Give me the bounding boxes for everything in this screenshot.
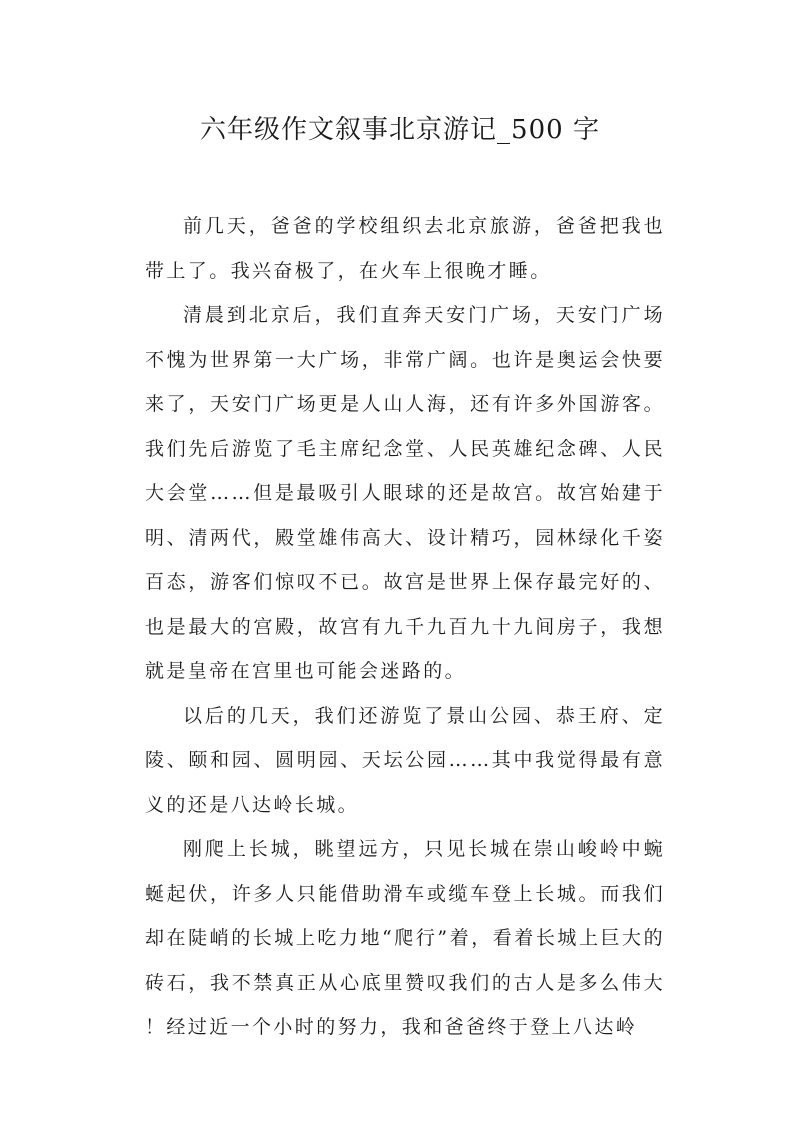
document-body (145, 204, 665, 1050)
paragraph-4: 刚爬上长城，眺望远方，只见长城在崇山峻岭中蜿蜒起伏，许多人只能借助滑车或缆车登上长城。而我们却在陡峭的长城上吃力地“爬行”着，看着长城上巨大的砖石，我不禁真正从心底里赞叹我们的古人是多么伟大 ！经过近一个小时的努力，我和爸爸终于登上八达岭 (145, 838, 665, 1038)
document-title: 六年级作文叙事北京游记_500 字 (200, 115, 600, 145)
paragraph-3: 以后的几天，我们还游览了景山公园、恭王府、定陵、颐和园、圆明园、天坛公园……其中我觉得最有意义的还是八达岭长城。 (145, 704, 665, 816)
paragraph-2: 清晨到北京后，我们直奔天安门广场，天安门广场不愧为世界第一大广场，非常广阔。也许是奥运会快要来了，天安门广场更是人山人海，还有许多外国游客。我们先后游览了毛主席纪念堂、人民英雄纪念碑、人民大会堂……但是最吸引人眼球的还是故宫。故宫始建于明、清两代，殿堂雄伟高大、设计精巧，园林绿化千姿百态，游客们惊叹不已。故宫是世界上保存最完好的、也是最大的宫殿，故宫有九千九百九十九间房子，我想就是皇帝在宫里也可能会迷路的。 (145, 304, 665, 682)
paragraph-1: 前几天，爸爸的学校组织去北京旅游，爸爸把我也带上了。我兴奋极了，在火车上很晚才睡。 (145, 215, 665, 282)
